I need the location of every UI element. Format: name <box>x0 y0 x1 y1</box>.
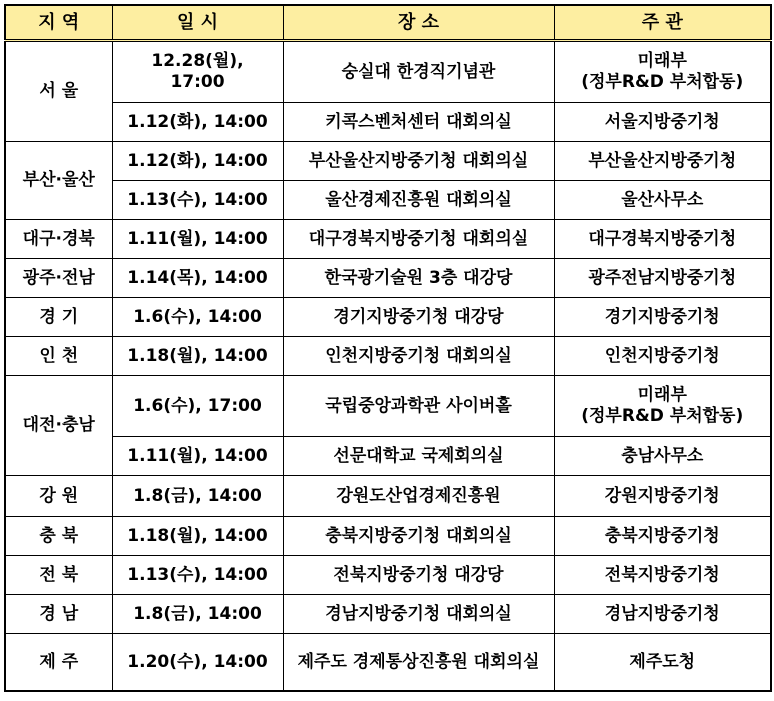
datetime-cell: 12.28(월), 17:00 <box>112 41 283 103</box>
table-row <box>5 142 771 181</box>
host-cell: 충남사무소 <box>554 437 771 476</box>
table-row <box>5 595 771 634</box>
host-cell: 충북지방중기청 <box>554 517 771 556</box>
host-cell: 경남지방중기청 <box>554 595 771 634</box>
table-row <box>5 220 771 259</box>
host-cell: 부산울산지방중기청 <box>554 142 771 181</box>
table-row <box>5 259 771 298</box>
table-row <box>5 437 771 476</box>
region-cell: 경 남 <box>5 595 112 634</box>
host-cell: 강원지방중기청 <box>554 476 771 517</box>
host-cell: 대구경북지방중기청 <box>554 220 771 259</box>
host-cell: 광주전남지방중기청 <box>554 259 771 298</box>
host-cell: 경기지방중기청 <box>554 298 771 337</box>
table-row <box>5 476 771 517</box>
region-cell: 인 천 <box>5 337 112 376</box>
region-cell: 전 북 <box>5 556 112 595</box>
table-row <box>5 556 771 595</box>
datetime-cell: 1.14(목), 14:00 <box>112 259 283 298</box>
table-row <box>5 634 771 692</box>
header-venue: 장 소 <box>283 5 554 41</box>
table-row <box>5 41 771 103</box>
datetime-cell: 1.11(월), 14:00 <box>112 437 283 476</box>
venue-cell: 숭실대 한경직기념관 <box>283 41 554 103</box>
venue-cell: 키콕스벤처센터 대회의실 <box>283 103 554 142</box>
table-row <box>5 337 771 376</box>
venue-cell: 부산울산지방중기청 대회의실 <box>283 142 554 181</box>
header-host: 주 관 <box>554 5 771 41</box>
region-cell: 제 주 <box>5 634 112 692</box>
venue-cell: 한국광기술원 3층 대강당 <box>283 259 554 298</box>
datetime-cell: 1.13(수), 14:00 <box>112 556 283 595</box>
host-cell: 미래부 (정부R&D 부처합동) <box>554 41 771 103</box>
table-row <box>5 376 771 437</box>
venue-cell: 경남지방중기청 대회의실 <box>283 595 554 634</box>
host-cell: 전북지방중기청 <box>554 556 771 595</box>
venue-cell: 인천지방중기청 대회의실 <box>283 337 554 376</box>
header-row <box>5 5 771 41</box>
venue-cell: 국립중앙과학관 사이버홀 <box>283 376 554 437</box>
region-cell: 경 기 <box>5 298 112 337</box>
region-cell: 충 북 <box>5 517 112 556</box>
region-cell: 서 울 <box>5 41 112 142</box>
datetime-cell: 1.18(월), 14:00 <box>112 517 283 556</box>
venue-cell: 전북지방중기청 대강당 <box>283 556 554 595</box>
datetime-cell: 1.8(금), 14:00 <box>112 476 283 517</box>
region-cell: 대전·충남 <box>5 376 112 476</box>
region-cell: 광주·전남 <box>5 259 112 298</box>
table-row <box>5 181 771 220</box>
host-cell: 미래부 (정부R&D 부처합동) <box>554 376 771 437</box>
venue-cell: 선문대학교 국제회의실 <box>283 437 554 476</box>
datetime-cell: 1.11(월), 14:00 <box>112 220 283 259</box>
venue-cell: 경기지방중기청 대강당 <box>283 298 554 337</box>
venue-cell: 제주도 경제통상진흥원 대회의실 <box>283 634 554 692</box>
region-cell: 대구·경북 <box>5 220 112 259</box>
region-cell: 부산·울산 <box>5 142 112 220</box>
table-row <box>5 103 771 142</box>
schedule-table <box>4 4 772 692</box>
region-cell: 강 원 <box>5 476 112 517</box>
venue-cell: 대구경북지방중기청 대회의실 <box>283 220 554 259</box>
datetime-cell: 1.13(수), 14:00 <box>112 181 283 220</box>
table-row <box>5 298 771 337</box>
datetime-cell: 1.8(금), 14:00 <box>112 595 283 634</box>
venue-cell: 충북지방중기청 대회의실 <box>283 517 554 556</box>
host-cell: 서울지방중기청 <box>554 103 771 142</box>
host-cell: 인천지방중기청 <box>554 337 771 376</box>
datetime-cell: 1.18(월), 14:00 <box>112 337 283 376</box>
host-cell: 울산사무소 <box>554 181 771 220</box>
datetime-cell: 1.12(화), 14:00 <box>112 142 283 181</box>
header-datetime: 일 시 <box>112 5 283 41</box>
header-region: 지 역 <box>5 5 112 41</box>
host-cell: 제주도청 <box>554 634 771 692</box>
venue-cell: 울산경제진흥원 대회의실 <box>283 181 554 220</box>
table-row <box>5 517 771 556</box>
venue-cell: 강원도산업경제진흥원 <box>283 476 554 517</box>
datetime-cell: 1.20(수), 14:00 <box>112 634 283 692</box>
datetime-cell: 1.12(화), 14:00 <box>112 103 283 142</box>
datetime-cell: 1.6(수), 14:00 <box>112 298 283 337</box>
datetime-cell: 1.6(수), 17:00 <box>112 376 283 437</box>
